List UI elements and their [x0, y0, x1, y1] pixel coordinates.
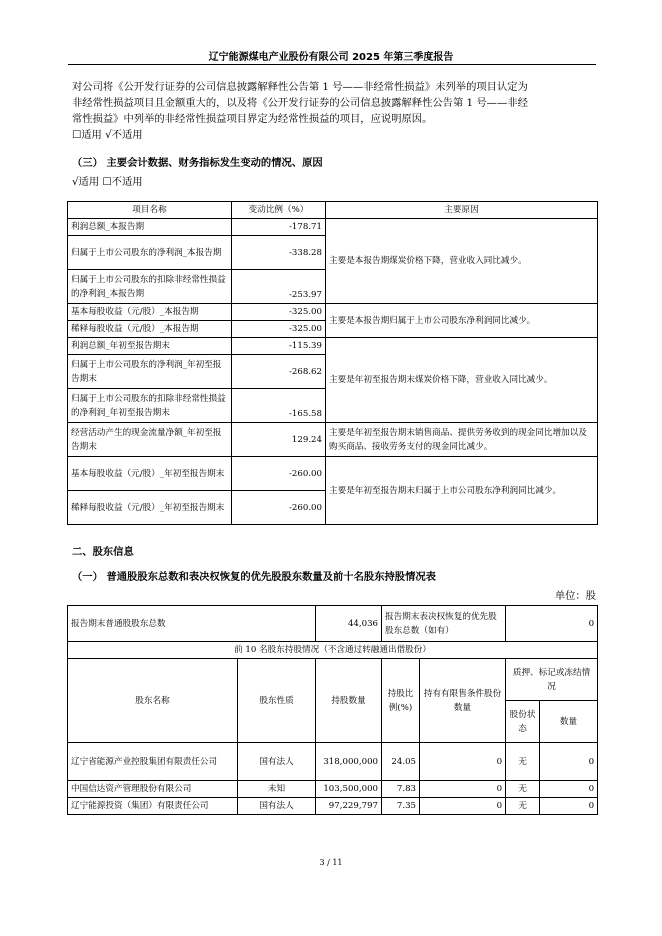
- holder-pledge-qty: 0: [540, 798, 598, 815]
- item-name: 归属于上市公司股东的扣除非经常性损益的净利润_年初至报告期末: [68, 389, 232, 423]
- holder-name: 辽宁能源投资（集团）有限责任公司: [68, 798, 238, 815]
- reason-cell: 主要是年初至报告期末销售商品、提供劳务收到的现金同比增加以及购买商品、接收劳务支付的现金同比减少。: [326, 423, 598, 457]
- preferred-holders-value: 0: [506, 606, 598, 642]
- change-ratio: -325.00: [232, 321, 326, 338]
- holder-restricted: 0: [420, 743, 506, 781]
- holder-shares: 103,500,000: [316, 781, 382, 798]
- item-name: 稀释每股收益（元/股）_本报告期: [68, 321, 232, 338]
- holder-ratio: 7.83: [382, 781, 420, 798]
- holder-pledge-qty: 0: [540, 743, 598, 781]
- item-name: 基本每股收益（元/股）_本报告期: [68, 304, 232, 321]
- section-3-title: （三） 主要会计数据、财务指标发生变动的情况、原因: [72, 157, 323, 169]
- page-number: 3 / 11: [319, 858, 343, 867]
- change-ratio: -325.00: [232, 304, 326, 321]
- col-header-item: 项目名称: [68, 202, 232, 219]
- col-header-shares: 持股数量: [316, 659, 382, 743]
- common-holders-label: 报告期末普通股股东总数: [68, 606, 316, 642]
- reason-cell: 主要是年初至报告期末煤炭价格下降，营业收入同比减少。: [326, 338, 598, 423]
- holder-pledge-qty: 0: [540, 781, 598, 798]
- change-analysis-table: [67, 201, 598, 525]
- item-name: 利润总额_年初至报告期末: [68, 338, 232, 355]
- holder-shares: 318,000,000: [316, 743, 382, 781]
- col-header-status: 股份状态: [506, 701, 540, 743]
- change-ratio: -115.39: [232, 338, 326, 355]
- item-name: 归属于上市公司股东的净利润_本报告期: [68, 236, 232, 270]
- col-header-holder-nature: 股东性质: [238, 659, 316, 743]
- preferred-holders-label: 报告期末表决权恢复的优先股股东总数（如有）: [382, 606, 506, 642]
- col-header-qty: 数量: [540, 701, 598, 743]
- holder-restricted: 0: [420, 798, 506, 815]
- holder-pledge-status: 无: [506, 743, 540, 781]
- change-ratio: -338.28: [232, 236, 326, 270]
- holder-shares: 97,229,797: [316, 798, 382, 815]
- reason-cell: 主要是本报告期归属于上市公司股东净利润同比减少。: [326, 304, 598, 338]
- intro-applicability: ☐适用 √不适用: [72, 129, 143, 141]
- header-divider: [68, 64, 596, 65]
- shareholder-table: [67, 605, 598, 815]
- col-header-pledge: 质押、标记或冻结情况: [506, 659, 598, 701]
- report-header: 辽宁能源煤电产业股份有限公司 2025 年第三季度报告: [208, 52, 454, 63]
- intro-line: 对公司将《公开发行证券的公司信息披露解释性公告第 1 号——非经常性损益》未列举的项目认定为: [72, 81, 528, 93]
- intro-line: 非经常性损益项目且金额重大的，以及将《公开发行证券的公司信息披露解释性公告第 1 号——非经: [72, 97, 528, 109]
- change-ratio: -260.00: [232, 457, 326, 491]
- item-name: 归属于上市公司股东的净利润_年初至报告期末: [68, 355, 232, 389]
- holder-name: 中国信达资产管理股份有限公司: [68, 781, 238, 798]
- intro-paragraph: [72, 79, 600, 127]
- holder-name: 辽宁省能源产业控股集团有限责任公司: [68, 743, 238, 781]
- top10-caption: 前 10 名股东持股情况（不含通过转融通出借股份）: [68, 642, 598, 659]
- holder-nature: 未知: [238, 781, 316, 798]
- shareholder-section-title: 二、股东信息: [72, 546, 134, 558]
- intro-line: 常性损益》中列举的非经常性损益项目界定为经常性损益的项目，应说明原因。: [72, 113, 433, 125]
- col-header-ratio: 持股比例(%): [382, 659, 420, 743]
- shareholder-subtitle: （一） 普通股股东总数和表决权恢复的优先股股东数量及前十名股东持股情况表: [72, 571, 436, 583]
- item-name: 归属于上市公司股东的扣除非经常性损益的净利润_本报告期: [68, 270, 232, 304]
- holder-ratio: 24.05: [382, 743, 420, 781]
- holder-pledge-status: 无: [506, 798, 540, 815]
- change-ratio: -268.62: [232, 355, 326, 389]
- item-name: 稀释每股收益（元/股）_年初至报告期末: [68, 491, 232, 525]
- change-ratio: -260.00: [232, 491, 326, 525]
- change-ratio: -178.71: [232, 219, 326, 236]
- item-name: 利润总额_本报告期: [68, 219, 232, 236]
- holder-nature: 国有法人: [238, 798, 316, 815]
- unit-label: 单位：股: [554, 590, 596, 602]
- item-name: 经营活动产生的现金流量净额_年初至报告期末: [68, 423, 232, 457]
- section-3-applicability: √适用 ☐不适用: [72, 176, 143, 188]
- col-header-reason: 主要原因: [326, 202, 598, 219]
- holder-ratio: 7.35: [382, 798, 420, 815]
- holder-restricted: 0: [420, 781, 506, 798]
- holder-nature: 国有法人: [238, 743, 316, 781]
- col-header-restricted: 持有有限售条件股份数量: [420, 659, 506, 743]
- reason-cell: 主要是本报告期煤炭价格下降，营业收入同比减少。: [326, 219, 598, 304]
- change-ratio: -253.97: [232, 270, 326, 304]
- col-header-holder-name: 股东名称: [68, 659, 238, 743]
- change-ratio: -165.58: [232, 389, 326, 423]
- holder-pledge-status: 无: [506, 781, 540, 798]
- col-header-ratio: 变动比例（%）: [232, 202, 326, 219]
- reason-cell: 主要是年初至报告期末归属于上市公司股东净利润同比减少。: [326, 457, 598, 525]
- change-ratio: 129.24: [232, 423, 326, 457]
- item-name: 基本每股收益（元/股）_年初至报告期末: [68, 457, 232, 491]
- common-holders-value: 44,036: [316, 606, 382, 642]
